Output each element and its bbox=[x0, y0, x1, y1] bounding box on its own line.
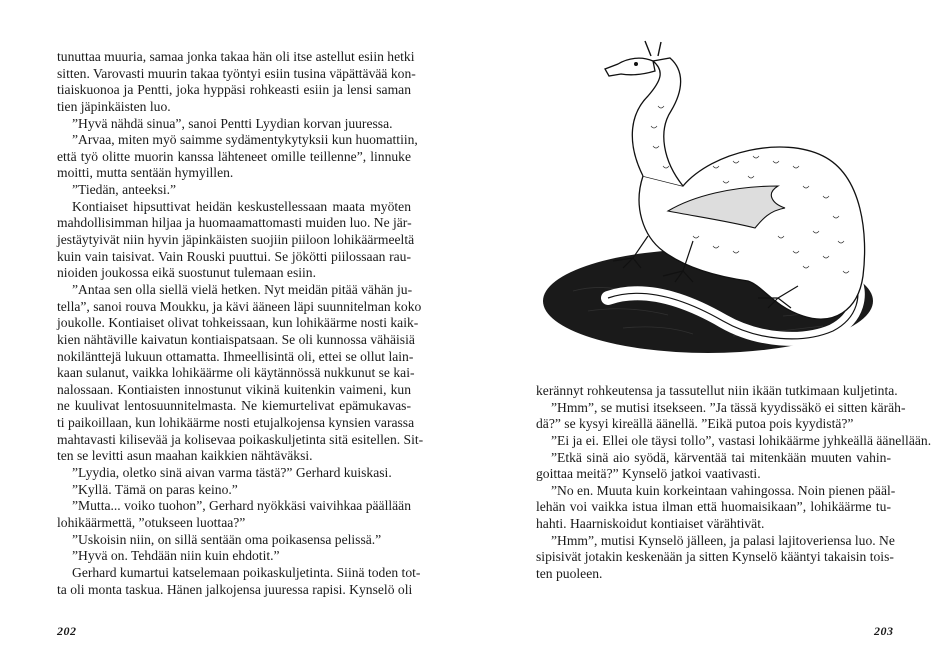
text-line: ”Antaa sen olla siellä vielä hetken. Nyt meidän pitää vähän ju- bbox=[72, 281, 413, 297]
text-line: Gerhard kumartui katselemaan poikaskuljetinta. Siinä toden tot- bbox=[72, 564, 421, 580]
text-line: että työ olitte muorin kanssa lähteneet omille teillenne”, linnuke bbox=[57, 148, 411, 164]
text-line: nioiden joukossa eikä suostunut tulemaan esiin. bbox=[57, 265, 316, 281]
text-line: ”Mutta... voiko tuohon”, Gerhard nyökkäsi vaivihkaa päällään bbox=[72, 498, 411, 514]
left-page-text bbox=[57, 49, 424, 598]
page-number-left: 202 bbox=[57, 624, 77, 638]
text-line: nokilänttejä lukuun ottamatta. Ihmeellisintä oli, ettei se ollut lain- bbox=[57, 348, 414, 364]
dragon-illustration bbox=[533, 36, 913, 376]
text-line: ”Lyydia, oletko sinä aivan varma tästä?” Gerhard kuiskasi. bbox=[72, 465, 392, 481]
text-line: sipisivät jotakin keskenään ja sitten Kynselö kääntyi takaisin tois- bbox=[536, 549, 894, 565]
text-line: ”Arvaa, miten myö saimme sydämentykytyksii kun huomattiin, bbox=[72, 132, 418, 148]
text-line: sitten. Varovasti muurin takaa työntyi esiin tusina väpättävää kon- bbox=[57, 65, 416, 81]
text-line: nalossaan. Kontiaisten innostunut vikinä kuitenkin vaimeni, kun bbox=[57, 381, 411, 397]
text-line: ”Hmm”, mutisi Kynselö jälleen, ja palasi lajitoveriensa luo. Ne bbox=[551, 532, 895, 548]
text-line: ”Hmm”, se mutisi itsekseen. ”Ja tässä kyydissäkö ei sitten käräh- bbox=[551, 399, 906, 415]
page-number-right: 203 bbox=[874, 624, 894, 638]
text-line: ”Ei ja ei. Ellei ole täysi tollo”, vastasi lohikäärme jyhkeällä äänellään. bbox=[551, 432, 932, 448]
text-line: ”Kyllä. Tämä on paras keino.” bbox=[72, 481, 238, 497]
text-line: kuin vain taisivat. Vain Rouski puuttui. Se jökötti piilossaan rau- bbox=[57, 248, 411, 264]
text-line: goittaa meitä?” Kynselö jatkoi vaativasti. bbox=[536, 466, 761, 482]
text-line: joukolle. Kontiaiset olivat tohkeissaan, kun lohikäärme nosti kaik- bbox=[57, 315, 419, 331]
text-line: moitti, mutta sentään hymyillen. bbox=[57, 165, 234, 181]
text-line: hahti. Haarniskoidut kontiaiset värähtivät. bbox=[536, 516, 765, 532]
text-line: lohikäärmettä, ”otukseen luottaa?” bbox=[57, 514, 246, 530]
text-line: ten puoleen. bbox=[536, 566, 603, 582]
text-line: jestäytyivät niin hyvin jäpinkäisten suojiin piiloon lohikäärmeeltä bbox=[57, 232, 415, 248]
text-line: ”Uskoisin niin, on sillä sentään oma poikasensa pelissä.” bbox=[72, 531, 382, 547]
text-line: mahdollisimman hiljaa ja huomaamattomasti muiden luo. Ne jär- bbox=[57, 215, 412, 231]
text-line: kaan sulanut, vaikka lohikäärme oli käytännössä nukkunut se kai- bbox=[57, 365, 415, 381]
text-line: ”Hyvä on. Tehdään niin kuin ehdotit.” bbox=[72, 548, 280, 564]
text-line: ”No en. Muuta kuin korkeintaan vahingossa. Noin pienen pääl- bbox=[551, 482, 896, 498]
text-line: ne kuulivat lentosuunnitelmasta. Ne kiemurtelivat epämukavas- bbox=[57, 398, 411, 414]
text-line: ten se levitti asun maahan kaikkien nähtäväksi. bbox=[57, 448, 313, 464]
text-line: kerännyt rohkeutensa ja tassutellut niin ikään tutkimaan kuljetinta. bbox=[536, 383, 898, 398]
right-page bbox=[475, 0, 950, 665]
text-line: lehän voi vaikka istua ilman että huomaisikaan”, lohikäärme tu- bbox=[536, 499, 891, 515]
text-line: ”Etkä sinä aio syödä, kärventää tai mitenkään muuten vahin- bbox=[551, 449, 891, 465]
text-line: dä?” se kysyi kireällä äänellä. ”Eikä putoa pois kyydistä?” bbox=[536, 416, 854, 432]
text-line: ti paikoillaan, kun lohikäärme nosti etujalkojensa kynsien varassa bbox=[57, 415, 415, 431]
text-line: tien jäpinkäisten luo. bbox=[57, 98, 171, 114]
text-line: tiaiskuonoa ja Pentti, joka hyppäsi rohkeasti esiin ja lensi saman bbox=[57, 82, 411, 98]
text-line: mahtavasti kilisevää ja kolisevaa poikaskuljetinta sitä esitellen. Sit- bbox=[57, 431, 424, 447]
text-line: ”Hyvä nähdä sinua”, sanoi Pentti Lyydian korvan juuressa. bbox=[72, 115, 393, 131]
text-line: tunuttaa muuria, samaa jonka takaa hän oli itse astellut esiin hetki bbox=[57, 49, 415, 64]
text-line: ”Tiedän, anteeksi.” bbox=[72, 182, 177, 198]
text-line: ta oli monta taskua. Hänen jalkojensa juuressa rapisi. Kynselö oli bbox=[57, 581, 413, 597]
right-page-text bbox=[536, 383, 932, 583]
text-line: Kontiaiset hipsuttivat heidän keskustellessaan maata myöten bbox=[72, 198, 411, 214]
text-line: tella”, sanoi rouva Moukku, ja kävi ääneen läpi suunnitelman koko bbox=[57, 298, 422, 314]
text-line: kien nähtäville kaivatun kontiaispatsaan. Se oli kunnossa vähäisiä bbox=[57, 331, 415, 347]
